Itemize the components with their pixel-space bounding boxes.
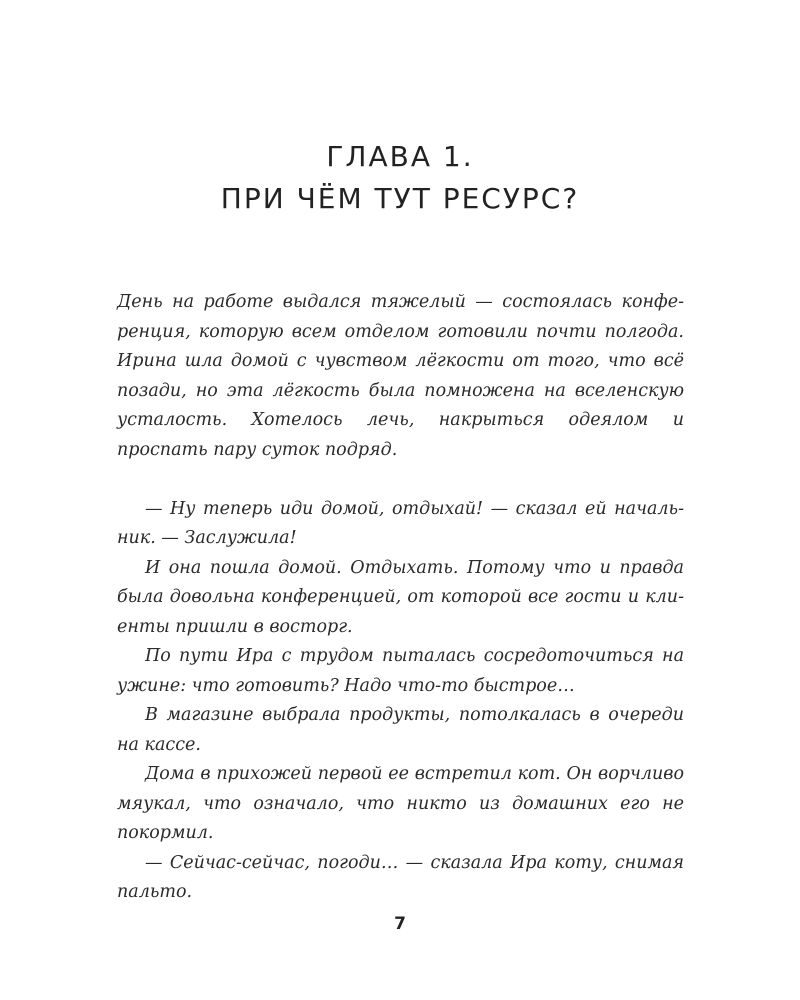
paragraph: По пути Ира с трудом пыталась сосредоточиться на ужине: что готовить? Надо что-то быстрое… (117, 646, 684, 696)
page-number: 7 (394, 914, 406, 934)
body-text (117, 288, 684, 908)
paragraph: В магазине выбрала продукты, потолкалась в очереди на кассе. (117, 705, 684, 755)
chapter-name: ПРИ ЧЁМ ТУТ РЕСУРС? (220, 182, 580, 215)
paragraph: — Ну теперь иди домой, отдыхай! — сказал ей начальник. — Заслужила! (117, 498, 684, 548)
chapter-number: ГЛАВА 1. (326, 140, 474, 173)
paragraph: — Сейчас-сейчас, погоди… — сказала Ира коту, снимая пальто. (117, 852, 684, 902)
paragraph-intro: День на работе выдался тяжелый — состоялась конференция, которую всем отделом готовили почти полгода. Ирина шла домой с чувством лёгкости от того, что всё позади, но эта лёгкость была помножена на вселенскую усталость. Хотелось лечь, накрыться одеялом и проспать пару суток подряд. (117, 292, 684, 460)
paragraph: Дома в прихожей первой ее встретил кот. Он ворчливо мяукал, что означало, что никто из домашних его не покормил. (117, 764, 684, 843)
paragraph: И она пошла домой. Отдыхать. Потому что и правда была довольна конференцией, от которой все гости и клиенты пришли в восторг. (117, 557, 684, 637)
chapter-title (0, 136, 800, 220)
paragraph-gap (117, 465, 684, 495)
